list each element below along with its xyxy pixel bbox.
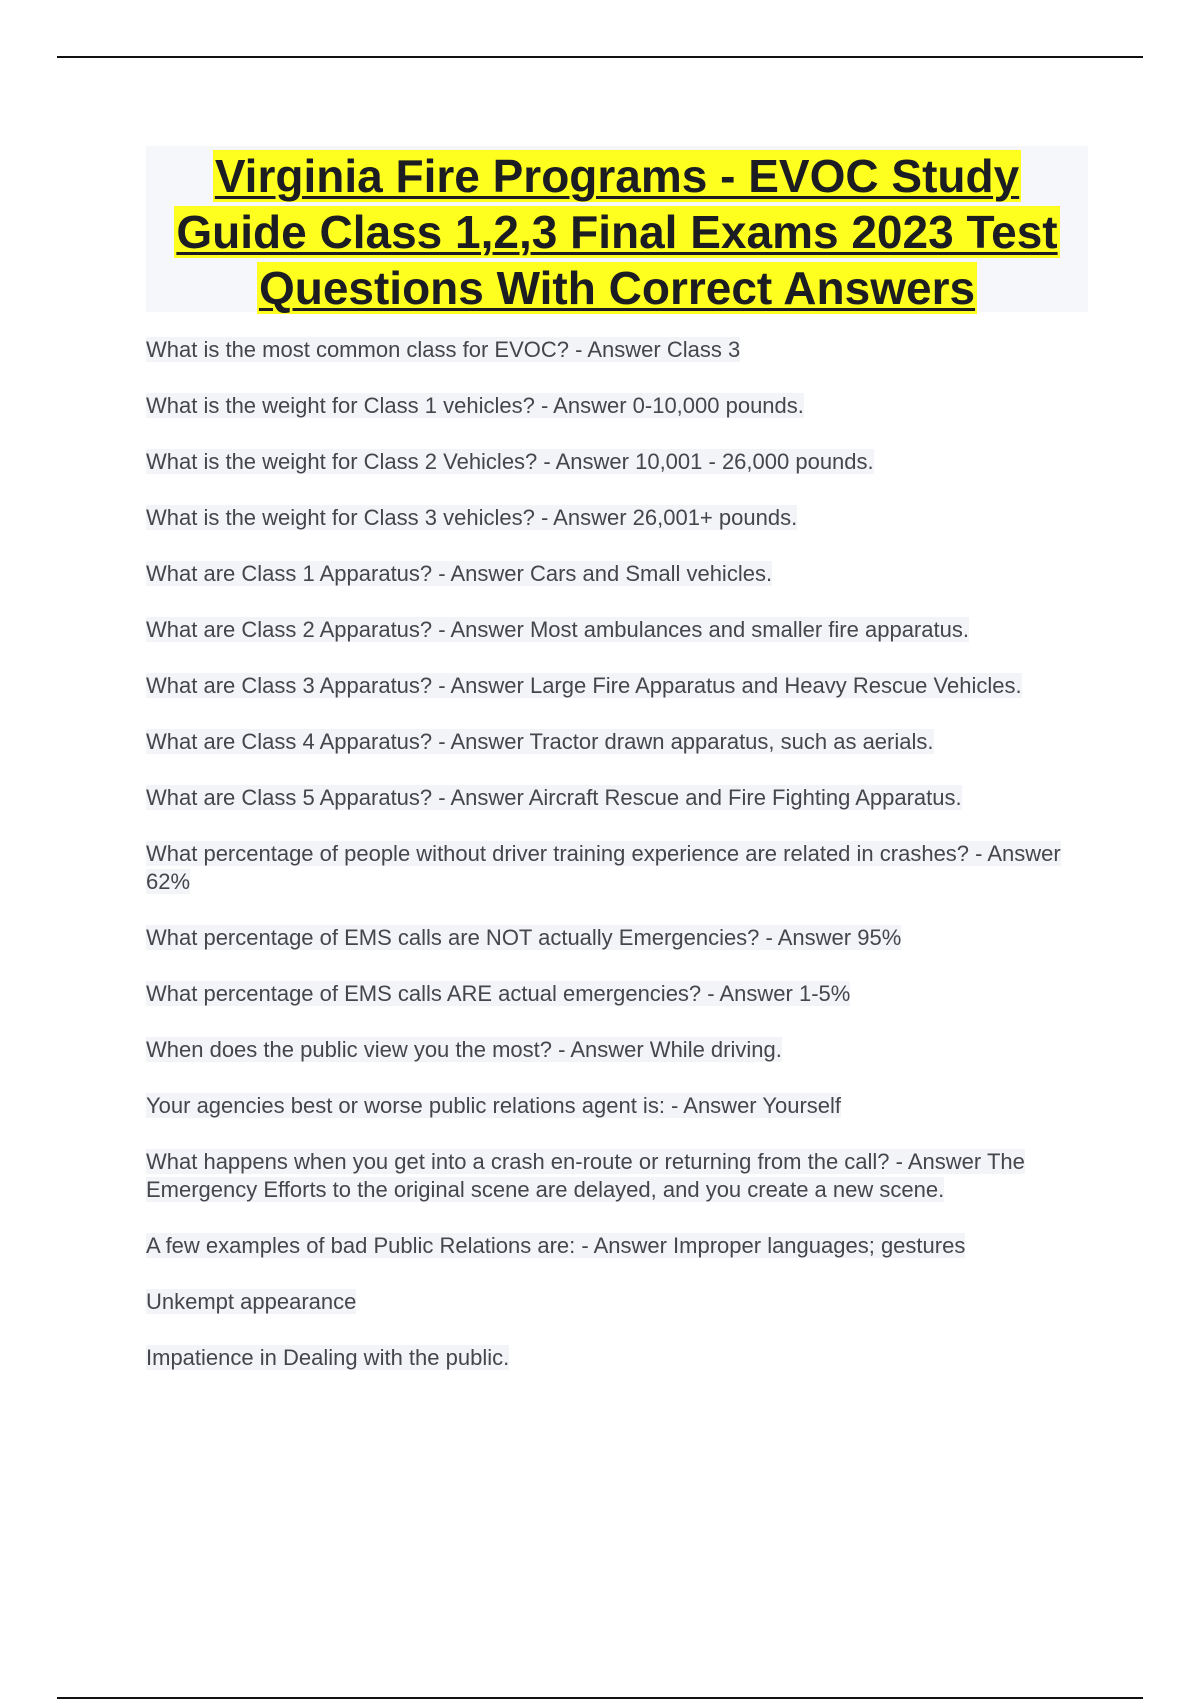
qa-item (146, 1036, 1086, 1064)
qa-text: What percentage of EMS calls are NOT actually Emergencies? - Answer 95% (146, 925, 902, 950)
qa-item (146, 1232, 1086, 1260)
qa-item (146, 840, 1086, 896)
qa-item (146, 560, 1086, 588)
qa-item (146, 336, 1086, 364)
qa-text: A few examples of bad Public Relations are: - Answer Improper languages; gestures (146, 1233, 966, 1258)
qa-text: What are Class 2 Apparatus? - Answer Most ambulances and smaller fire apparatus. (146, 617, 969, 642)
qa-text: Your agencies best or worse public relations agent is: - Answer Yourself (146, 1093, 842, 1118)
qa-text: What is the weight for Class 3 vehicles? - Answer 26,001+ pounds. (146, 505, 798, 530)
qa-text: What are Class 1 Apparatus? - Answer Cars and Small vehicles. (146, 561, 773, 586)
title-block (146, 146, 1088, 312)
qa-text: What is the weight for Class 1 vehicles? - Answer 0-10,000 pounds. (146, 393, 804, 418)
qa-text: What is the weight for Class 2 Vehicles? - Answer 10,001 - 26,000 pounds. (146, 449, 874, 474)
qa-item (146, 924, 1086, 952)
qa-text: When does the public view you the most? - Answer While driving. (146, 1037, 782, 1062)
qa-text: Impatience in Dealing with the public. (146, 1345, 510, 1370)
qa-item (146, 616, 1086, 644)
qa-item (146, 504, 1086, 532)
qa-item (146, 1344, 1086, 1372)
qa-item (146, 784, 1086, 812)
qa-text: What happens when you get into a crash en-route or returning from the call? - Answer The Emergency Efforts to the original scene are delayed, and you create a new scene. (146, 1149, 1025, 1202)
qa-item (146, 1148, 1086, 1204)
qa-item (146, 728, 1086, 756)
qa-text: What are Class 4 Apparatus? - Answer Tractor drawn apparatus, such as aerials. (146, 729, 934, 754)
bottom-rule (57, 1697, 1143, 1699)
qa-item (146, 448, 1086, 476)
qa-list (146, 336, 1086, 1400)
qa-text: What are Class 5 Apparatus? - Answer Aircraft Rescue and Fire Fighting Apparatus. (146, 785, 962, 810)
qa-text: What percentage of people without driver training experience are related in crashes? - Answer 62% (146, 841, 1061, 894)
qa-item (146, 392, 1086, 420)
qa-item (146, 672, 1086, 700)
document-title (146, 146, 1088, 316)
qa-item (146, 980, 1086, 1008)
qa-text: What is the most common class for EVOC? - Answer Class 3 (146, 337, 741, 362)
qa-text: What are Class 3 Apparatus? - Answer Large Fire Apparatus and Heavy Rescue Vehicles. (146, 673, 1022, 698)
qa-text: Unkempt appearance (146, 1289, 357, 1314)
qa-text: What percentage of EMS calls ARE actual emergencies? - Answer 1-5% (146, 981, 851, 1006)
top-rule (57, 56, 1143, 58)
qa-item (146, 1092, 1086, 1120)
qa-item (146, 1288, 1086, 1316)
title-highlight: Virginia Fire Programs - EVOC Study Guide Class 1,2,3 Final Exams 2023 Test Questions With Correct Answers (176, 150, 1058, 314)
